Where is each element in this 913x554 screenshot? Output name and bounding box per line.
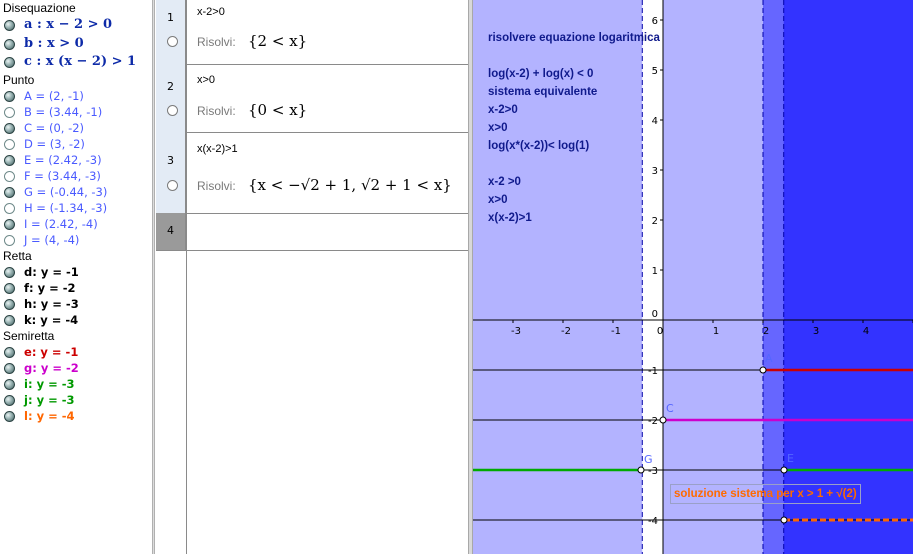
y-tick-label: 0 [651, 309, 658, 320]
object-equation: y = -3 [36, 392, 75, 407]
object-name: g [24, 360, 33, 375]
point-marker [638, 467, 644, 473]
point-label: A [765, 352, 773, 365]
visibility-toggle-icon[interactable] [4, 171, 15, 182]
y-tick-label: -3 [648, 466, 658, 477]
y-tick-label: 1 [651, 266, 658, 277]
y-tick-label: 6 [651, 16, 658, 27]
x-tick-label: 4 [862, 326, 870, 337]
point-label: A = (2, -1) [24, 88, 84, 103]
cas-input[interactable]: x(x-2)>1 [197, 143, 238, 155]
x-tick-label: 1 [712, 326, 720, 337]
object-name: j [24, 392, 28, 407]
point-label: E = (2.42, -3) [24, 152, 102, 167]
visibility-toggle-icon[interactable] [4, 123, 15, 134]
text-line: log(x*(x-2))< log(1) [488, 140, 590, 152]
object-equation: y = -2 [40, 360, 79, 375]
row-number[interactable]: 1 [156, 0, 186, 64]
object-name: k [24, 312, 32, 327]
category-retta: Retta [3, 248, 32, 263]
point-label: G = (-0.44, -3) [24, 184, 108, 199]
cas-output: {2 < x} [248, 32, 308, 50]
visibility-toggle-icon[interactable] [4, 283, 15, 294]
command-label: Risolvi: [197, 35, 236, 49]
object-name: h [24, 296, 33, 311]
visibility-toggle-icon[interactable] [4, 395, 15, 406]
cas-row-3[interactable] [156, 132, 468, 214]
text-line: x-2>0 [488, 104, 518, 116]
output-radio[interactable] [167, 36, 178, 47]
object-equation: y = -4 [40, 312, 79, 327]
text-line: sistema equivalente [488, 86, 598, 98]
category-semiretta: Semiretta [3, 328, 55, 343]
algebra-point-6[interactable] [0, 184, 152, 200]
colon: : [27, 376, 37, 391]
algebra-point-4[interactable] [0, 152, 152, 168]
y-tick-label: 3 [651, 166, 658, 177]
text-line: x(x-2)>1 [488, 212, 532, 224]
text-line: risolvere equazione logaritmica [488, 32, 660, 44]
point-marker [660, 417, 666, 423]
colon: : [32, 360, 41, 375]
cas-output: {0 < x} [248, 101, 308, 119]
algebra-point-2[interactable] [0, 120, 152, 136]
x-tick-label: 2 [762, 326, 770, 337]
x-tick-label: 3 [812, 326, 820, 337]
cas-input[interactable]: x>0 [197, 74, 216, 86]
algebra-view [0, 0, 152, 554]
colon: : [31, 312, 41, 327]
text-line: x>0 [488, 194, 508, 206]
category-punto: Punto [3, 72, 35, 87]
point-marker [760, 367, 766, 373]
cas-row-4[interactable] [156, 213, 468, 251]
object-equation: y = -4 [36, 408, 75, 423]
algebra-item-b[interactable]: b : x > 0 [0, 35, 152, 54]
object-name: l [24, 408, 28, 423]
colon: : [31, 344, 41, 359]
object-name: f [24, 280, 30, 295]
object-equation: y = -1 [40, 264, 79, 279]
x-tick-label: 0 [656, 326, 664, 337]
x-tick-label: -2 [561, 326, 571, 337]
ray-list [0, 344, 152, 424]
algebra-semiretta-l[interactable] [0, 408, 152, 424]
solution-text[interactable]: soluzione sistema per x > 1 + √(2) [670, 484, 861, 504]
colon: : [29, 280, 38, 295]
point-label: J = (4, -4) [24, 232, 80, 247]
colon: : [32, 264, 41, 279]
point-label: C [666, 402, 674, 415]
y-tick-label: 2 [651, 216, 658, 227]
visibility-toggle-icon[interactable] [4, 235, 15, 246]
point-marker [781, 517, 787, 523]
algebra-item-c[interactable]: c : x (x − 2) > 1 [0, 53, 152, 72]
row-number[interactable]: 2 [156, 64, 186, 132]
algebra-retta-k[interactable] [0, 312, 152, 328]
algebra-point-9[interactable] [0, 232, 152, 248]
algebra-semiretta-j[interactable] [0, 392, 152, 408]
visibility-toggle-icon[interactable] [4, 20, 15, 31]
row-number[interactable]: 4 [156, 213, 186, 250]
cas-input[interactable]: x-2>0 [197, 6, 225, 18]
point-list [0, 88, 152, 248]
visibility-toggle-icon[interactable] [4, 315, 15, 326]
visibility-toggle-icon[interactable] [4, 57, 15, 68]
algebra-retta-f[interactable] [0, 280, 152, 296]
cas-row-1[interactable] [156, 0, 468, 65]
point-label: E [787, 452, 794, 465]
visibility-toggle-icon[interactable] [4, 187, 15, 198]
panel-splitter[interactable] [152, 0, 155, 554]
point-label: B = (3.44, -1) [24, 104, 103, 119]
point-label: I = (2.42, -4) [24, 216, 98, 231]
object-name: d [24, 264, 33, 279]
colon: : [27, 408, 37, 423]
point-label: H = (-1.34, -3) [24, 200, 108, 215]
object-equation: y = -2 [37, 280, 76, 295]
point-label: G [644, 453, 653, 466]
cas-row-2[interactable] [156, 64, 468, 133]
algebra-point-0[interactable] [0, 88, 152, 104]
text-line: log(x-2) + log(x) < 0 [488, 68, 594, 80]
object-equation: y = -1 [40, 344, 79, 359]
algebra-item-a[interactable]: a : x − 2 > 0 [0, 16, 152, 35]
y-tick-label: 4 [651, 116, 658, 127]
y-tick-label: -4 [648, 516, 658, 527]
row-number[interactable]: 3 [156, 132, 186, 213]
algebra-retta-d[interactable] [0, 264, 152, 280]
category-disequazione: Disequazione [3, 1, 76, 15]
graphics-view[interactable] [473, 0, 913, 554]
visibility-toggle-icon[interactable] [4, 267, 15, 278]
line-list [0, 264, 152, 328]
point-label: C = (0, -2) [24, 120, 85, 135]
visibility-toggle-icon[interactable] [4, 219, 15, 230]
object-equation: y = -3 [40, 296, 79, 311]
algebra-semiretta-g[interactable] [0, 360, 152, 376]
algebra-point-7[interactable] [0, 200, 152, 216]
algebra-point-3[interactable] [0, 136, 152, 152]
visibility-toggle-icon[interactable] [4, 155, 15, 166]
visibility-toggle-icon[interactable] [4, 411, 15, 422]
object-equation: y = -3 [36, 376, 75, 391]
visibility-toggle-icon[interactable] [4, 107, 15, 118]
colon: : [32, 296, 41, 311]
text-line: x>0 [488, 122, 508, 134]
visibility-toggle-icon[interactable] [4, 203, 15, 214]
algebra-point-5[interactable] [0, 168, 152, 184]
colon: : [27, 392, 37, 407]
command-label: Risolvi: [197, 104, 236, 118]
y-tick-label: 5 [651, 66, 658, 77]
point-label: D = (3, -2) [24, 136, 85, 151]
visibility-toggle-icon[interactable] [4, 363, 15, 374]
cas-view [156, 0, 468, 554]
visibility-toggle-icon[interactable] [4, 91, 15, 102]
algebra-retta-h[interactable] [0, 296, 152, 312]
visibility-toggle-icon[interactable] [4, 299, 15, 310]
object-name: e [24, 344, 32, 359]
point-label: F = (3.44, -3) [24, 168, 101, 183]
x-tick-label: -3 [511, 326, 521, 337]
visibility-toggle-icon[interactable] [4, 39, 15, 50]
object-name: i [24, 376, 28, 391]
visibility-toggle-icon[interactable] [4, 139, 15, 150]
visibility-toggle-icon[interactable] [4, 347, 15, 358]
x-tick-label: -1 [611, 326, 621, 337]
algebra-point-1[interactable] [0, 104, 152, 120]
command-label: Risolvi: [197, 179, 236, 193]
y-tick-label: -1 [648, 366, 658, 377]
algebra-semiretta-i[interactable] [0, 376, 152, 392]
y-tick-label: -2 [648, 416, 658, 427]
output-radio[interactable] [167, 105, 178, 116]
algebra-semiretta-e[interactable] [0, 344, 152, 360]
algebra-point-8[interactable] [0, 216, 152, 232]
output-radio[interactable] [167, 180, 178, 191]
point-marker [781, 467, 787, 473]
cas-output: {x < −√2 + 1, √2 + 1 < x} [248, 176, 452, 194]
graphics-canvas[interactable] [473, 0, 913, 554]
visibility-toggle-icon[interactable] [4, 379, 15, 390]
text-line: x-2 >0 [488, 176, 521, 188]
